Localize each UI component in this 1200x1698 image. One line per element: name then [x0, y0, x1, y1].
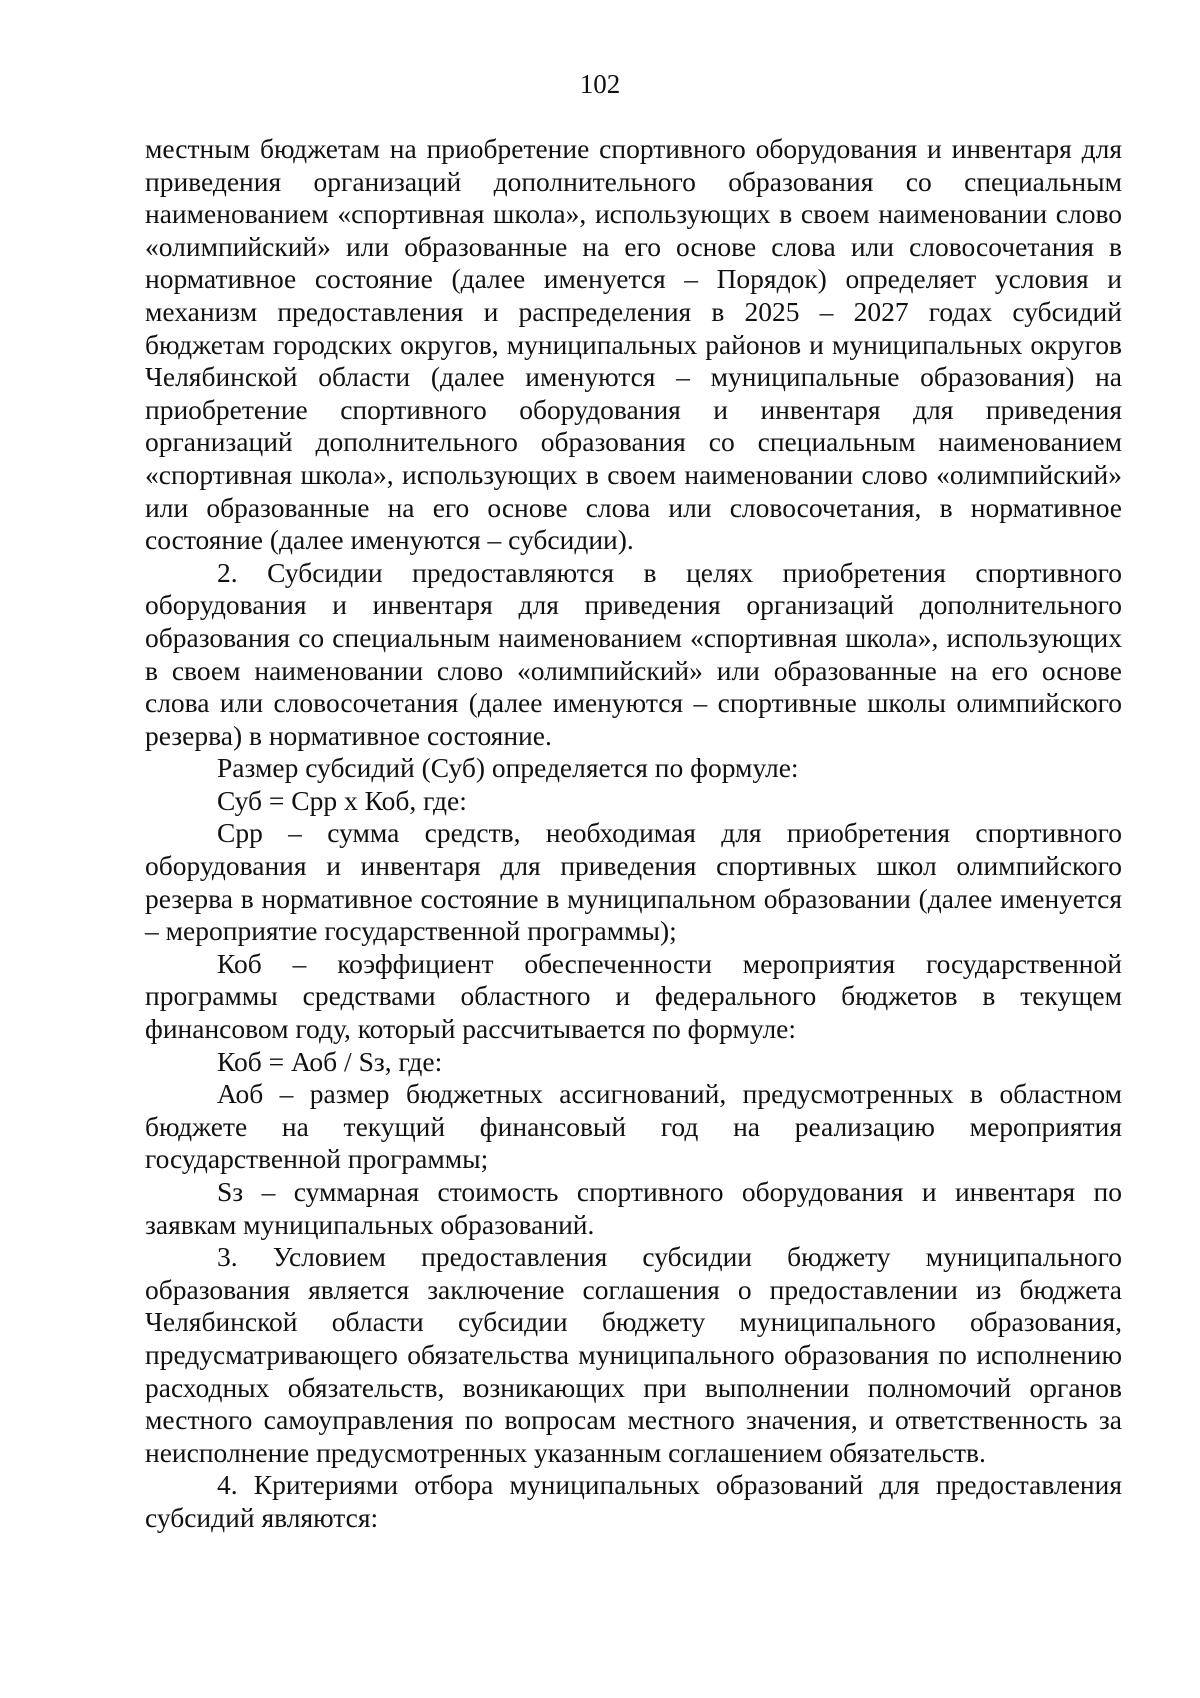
definition-sz: Sз – суммарная стоимость спортивного оборудования и инвентаря по заявкам муниципальных образований.: [145, 1176, 1122, 1240]
paragraph-subsidy-size: Размер субсидий (Суб) определяется по формуле:: [217, 752, 799, 784]
definition-kob: Коб – коэффициент обеспеченности мероприятия государственной программы средствами областного и федерального бюджетов в текущем финансовом году, который рассчитывается по формуле:: [145, 947, 1122, 1045]
paragraph-item-3: 3. Условием предоставления субсидии бюджету муниципального образования является заключение соглашения о предоставлении из бюджета Челябинской области субсидии бюджету муниципального образования, предусматривающего обязательства муниципального образования по исполнению расходных обязательств, возникающих при выполнении полномочий органов местного самоуправления по вопросам местного значения, и ответственность за неисполнение предусмотренных указанным соглашением обязательств.: [145, 1241, 1122, 1468]
paragraph-order-intro: местным бюджетам на приобретение спортивного оборудования и инвентаря для приведения организаций дополнительного образования со специальным наименованием «спортивная школа», использующих в своем наименовании слово «олимпийский» или образованные на его основе слова или словосочетания в нормативное состояние (далее именуется – Порядок) определяет условия и механизм предоставления и распределения в 2025 – 2027 годах субсидий бюджетам городских округов, муниципальных районов и муниципальных округов Челябинской области (далее именуются – муниципальные образования) на приобретение спортивного оборудования и инвентаря для приведения организаций дополнительного образования со специальным наименованием «спортивная школа», использующих в своем наименовании слово «олимпийский» или образованные на его основе слова или словосочетания, в нормативное состояние (далее именуются – субсидии).: [145, 133, 1122, 556]
paragraph-item-4: 4. Критериями отбора муниципальных образований для предоставления субсидий являются:: [145, 1469, 1122, 1533]
page-number: 102: [579, 69, 621, 99]
document-body: [145, 133, 1122, 1535]
definition-aob: Аоб – размер бюджетных ассигнований, предусмотренных в областном бюджете на текущий финансовый год на реализацию мероприятия государственной программы;: [145, 1078, 1122, 1175]
definition-srr: Срр – сумма средств, необходимая для приобретения спортивного оборудования и инвентаря для приведения спортивных школ олимпийского резерва в нормативное состояние в муниципальном образовании (далее именуется – мероприятие государственной программы);: [145, 817, 1122, 947]
paragraph-item-2: 2. Субсидии предоставляются в целях приобретения спортивного оборудования и инвентаря для приведения организаций дополнительного образования со специальным наименованием «спортивная школа», использующих в своем наименовании слово «олимпийский» или образованные на его основе слова или словосочетания (далее именуются – спортивные школы олимпийского резерва) в нормативное состояние.: [145, 556, 1122, 751]
formula-sub: Суб = Срр х Коб, где:: [217, 784, 467, 816]
formula-kob: Коб = Аоб / Sз, где:: [217, 1045, 443, 1077]
